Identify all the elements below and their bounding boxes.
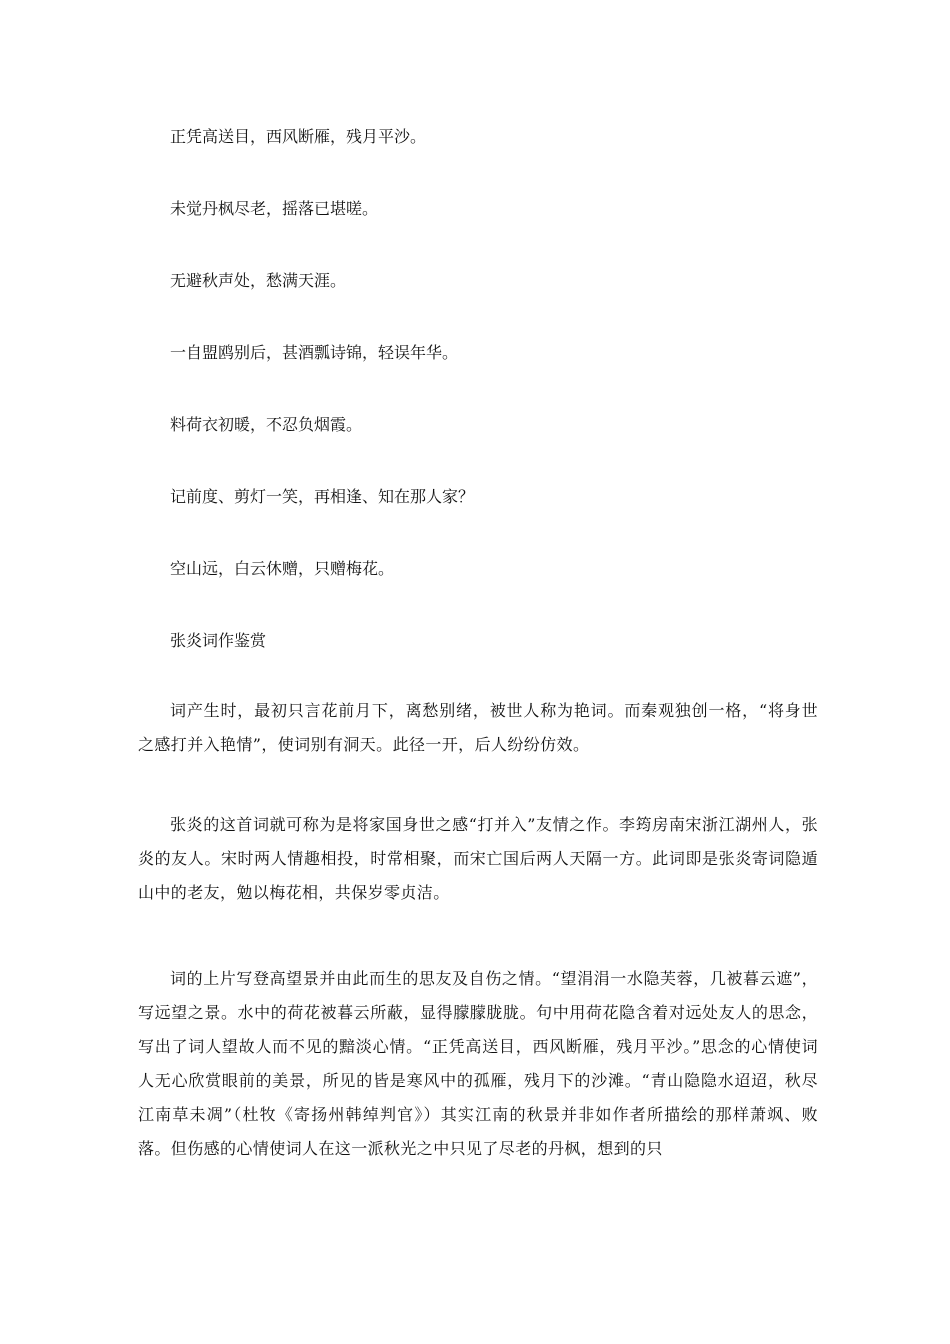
paragraph: 词产生时，最初只言花前月下，离愁别绪，被世人称为艳词。而秦观独创一格，“将身世之感打并入艳情”，使词别有洞天。此径一开，后人纷纷仿效。 — [138, 701, 818, 754]
paragraph: 词的上片写登高望景并由此而生的思友及自伤之情。“望涓涓一水隐芙蓉，几被暮云遮”，写远望之景。水中的荷花被暮云所蔽，显得朦朦胧胧。句中用荷花隐含着对远处友人的思念，写出了词人望故人而不见的黯淡心情。“正凭高送目，西风断雁，残月平沙。”思念的心情使词人无心欣赏眼前的美景，所见的皆是寒风中的孤雁，残月下的沙滩。“青山隐隐水迢迢，秋尽江南草未凋”（杜牧《寄扬州韩绰判官》）其实江南的秋景并非如作者所描绘的那样萧飒、败落。但伤感的心情使词人在这一派秋光之中只见了尽老的丹枫，想到的只 — [138, 969, 818, 1158]
poem-line: 无避秋声处，愁满天涯。 — [170, 271, 347, 290]
poem-line: 空山远，白云休赠，只赠梅花。 — [170, 559, 395, 578]
paragraph: 张炎的这首词就可称为是将家国身世之感“打并入”友情之作。李筠房南宋浙江湖州人，张炎的友人。宋时两人情趣相投，时常相聚，而宋亡国后两人天隔一方。此词即是张炎寄词隐遁山中的老友，勉以梅花相，共保岁零贞洁。 — [138, 815, 818, 902]
poem-line: 未觉丹枫尽老，摇落已堪嗟。 — [170, 199, 379, 218]
section-title: 张炎词作鉴赏 — [170, 631, 267, 650]
poem-line: 记前度、剪灯一笑，再相逢、知在那人家？ — [170, 487, 475, 506]
poem-line: 正凭高送目，西风断雁，残月平沙。 — [170, 127, 427, 146]
poem-line: 一自盟鸥别后，甚酒瓢诗锦，轻误年华。 — [170, 343, 459, 362]
poem-line: 料荷衣初暖，不忍负烟霞。 — [170, 415, 363, 434]
